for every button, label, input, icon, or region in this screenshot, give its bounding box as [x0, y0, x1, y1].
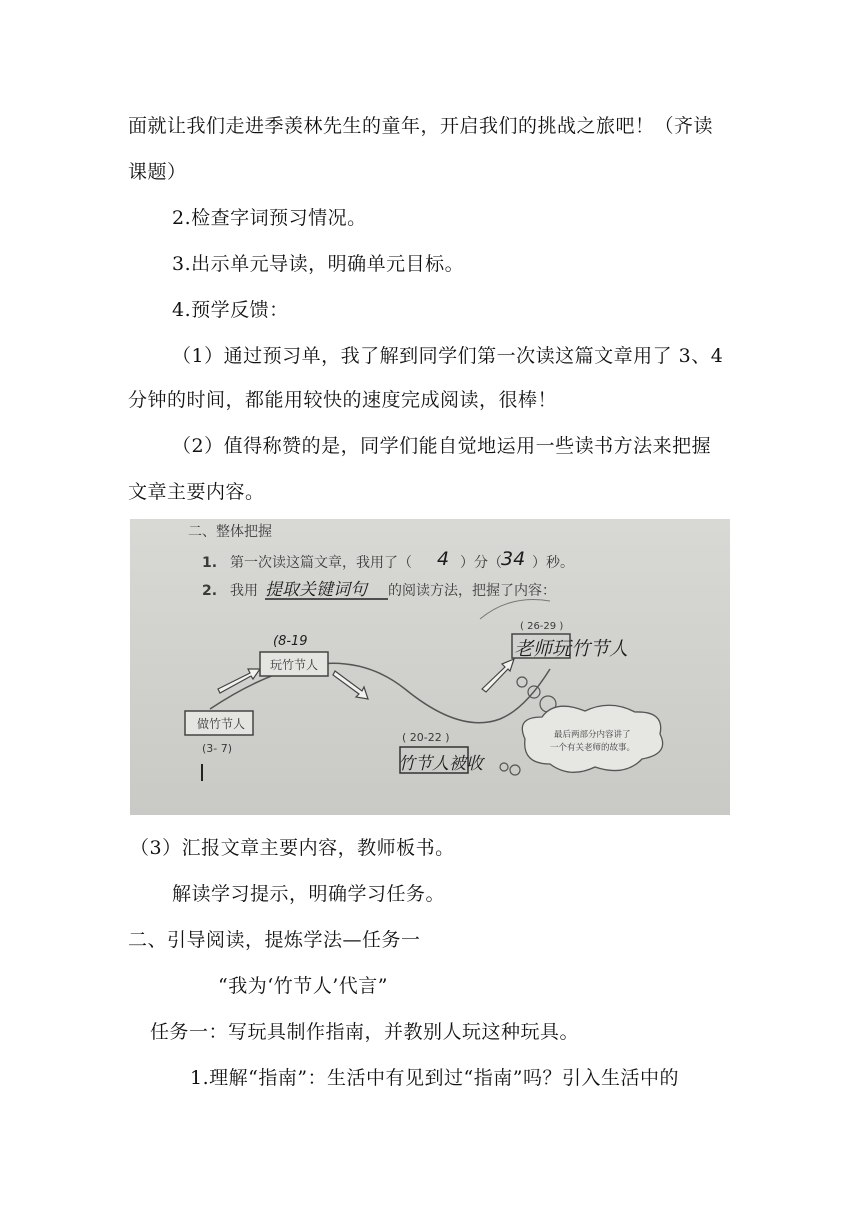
q1-text-c: ）秒。: [532, 555, 574, 571]
list-item: 4.预学反馈：: [172, 299, 289, 321]
bubble-dot: [517, 677, 527, 687]
photo-heading: 二、整体把握: [188, 524, 272, 540]
q2-text-a: 我用: [230, 583, 258, 599]
paragraph-line: （2）值得称赞的是，同学们能自觉地运用一些读书方法来把握: [172, 435, 712, 457]
cloud-line-1: 最后两部分内容讲了: [554, 730, 631, 740]
bubble-dot: [500, 763, 508, 771]
q1-seconds: 34: [501, 548, 526, 570]
task-description: 任务一：写玩具制作指南，并教别人玩这种玩具。: [150, 1021, 580, 1043]
bubble-dot: [510, 765, 520, 775]
range-teacher: ( 26-29 ): [520, 621, 564, 632]
arrow-up-icon: [218, 669, 260, 693]
paragraph-line: 文章主要内容。: [128, 481, 265, 503]
q2-number: 2.: [202, 583, 218, 599]
paragraph-line: 课题）: [128, 161, 187, 183]
box-teacher-label: 老师玩竹节人: [514, 638, 629, 660]
worksheet-photo: [130, 519, 730, 815]
paragraph-line: （3）汇报文章主要内容，教师板书。: [130, 837, 455, 859]
paragraph-line: 解读学习提示，明确学习任务。: [172, 883, 446, 905]
paragraph-line: 面就让我们走进季羡林先生的童年，开启我们的挑战之旅吧！（齐读: [128, 115, 714, 137]
cloud-line-2: 一个有关老师的故事。: [550, 743, 636, 753]
list-item: 1.理解“指南”：生活中有见到过“指南”吗？引入生活中的: [190, 1067, 679, 1089]
box-play-label: 玩竹节人: [270, 658, 319, 672]
list-item: 3.出示单元导读，明确单元目标。: [172, 253, 465, 275]
paragraph-line: （1）通过预习单，我了解到同学们第一次读这篇文章用了 3、4: [172, 345, 724, 367]
list-item: 2.检查字词预习情况。: [172, 207, 367, 229]
q2-method: 提取关键词句: [265, 580, 367, 600]
bracket-curve: [480, 599, 550, 619]
q1-number: 1.: [202, 555, 218, 571]
box-confiscate-label: 竹节人被收: [398, 754, 483, 774]
q1-text-b: ）分（: [460, 555, 502, 571]
arrow-down-icon: [333, 671, 368, 699]
q1-minutes: 4: [437, 548, 450, 570]
worksheet-diagram: [130, 519, 730, 815]
paragraph-line: 分钟的时间，都能用较快的速度完成阅读，很棒！: [128, 389, 558, 411]
q1-text-a: 第一次读这篇文章，我用了（: [230, 555, 412, 571]
range-confiscate: ( 20-22 ): [402, 731, 450, 744]
range-play: (8-19: [273, 634, 308, 649]
range-make: (3- 7): [202, 742, 233, 755]
section-heading: 二、引导阅读，提炼学法—任务一: [128, 929, 421, 951]
box-make-label: 做竹节人: [197, 717, 246, 731]
task-title: “我为‘竹节人’代言”: [218, 975, 389, 997]
q2-text-b: 的阅读方法，把握了内容：: [388, 583, 556, 599]
arrow-teacher-icon: [482, 659, 514, 692]
